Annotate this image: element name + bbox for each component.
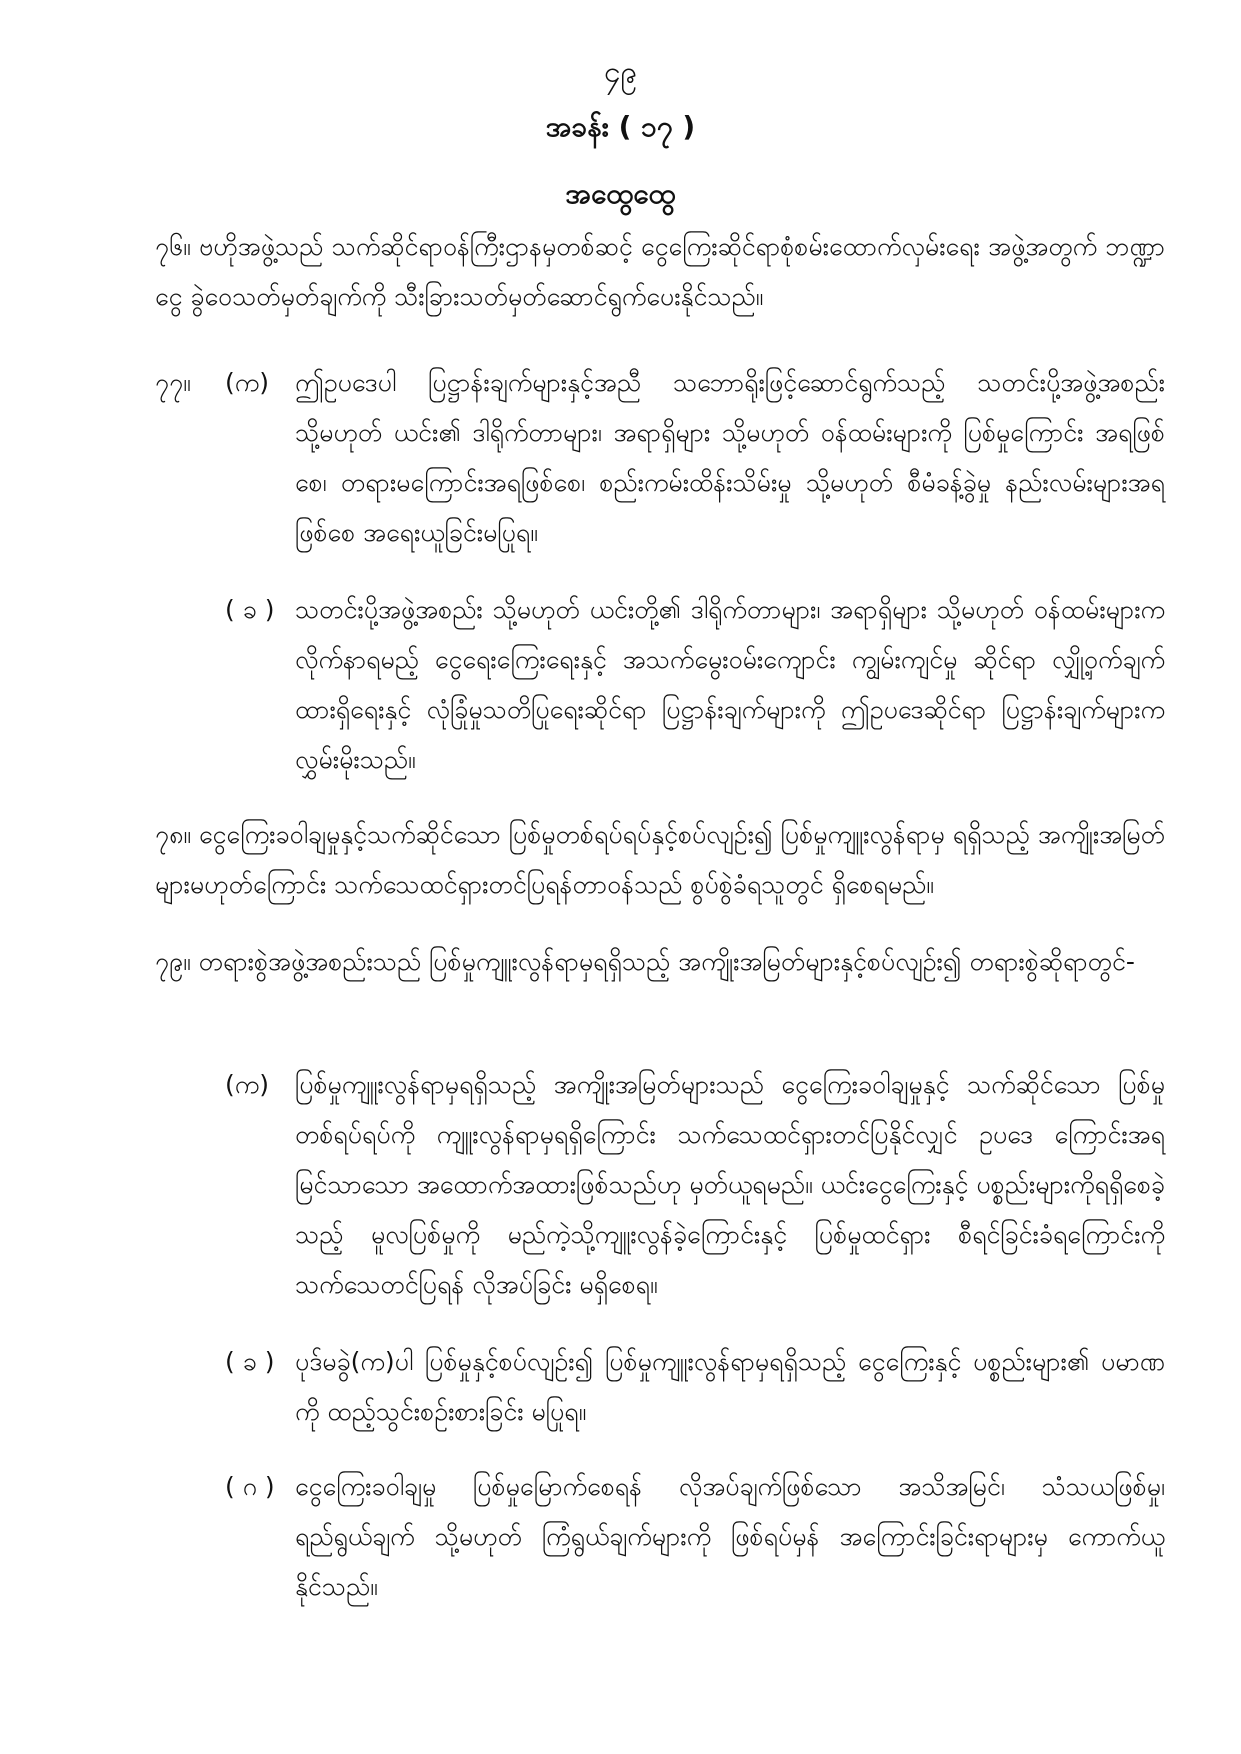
section-text: ငွေကြေးခဝါချမှုနှင့်သက်ဆိုင်သော ပြစ်မှုတစ်ရပ်ရပ်နှင့်စပ်လျဉ်း၍ ပြစ်မှုကျူးလွန်ရာမှ ရရှိသည့် အကျိုးအမြတ်များမဟုတ်ကြောင်း သက်သေထင်ရှားတင်ပြရန်တာဝန်သည် စွပ်စွဲခံရသူတွင် ရှိစေရမည်။ <box>155 820 1165 899</box>
section-text: ဗဟိုအဖွဲ့သည် သက်ဆိုင်ရာဝန်ကြီးဌာနမှတစ်ဆင့် ငွေကြေးဆိုင်ရာစုံစမ်းထောက်လှမ်းရေး အဖွဲ့အတွက် ဘဏ္ဍာငွေ ခွဲဝေသတ်မှတ်ချက်ကို သီးခြားသတ်မှတ်ဆောင်ရွက်ပေးနိုင်သည်။ <box>155 232 1165 311</box>
clause-marker: ( ခ ) <box>225 1347 275 1376</box>
clause-text: ငွေကြေးခဝါချမှု ပြစ်မှုမြောက်စေရန် လိုအပ်ချက်ဖြစ်သော အသိအမြင်၊ သံသယဖြစ်မှု၊ ရည်ရွယ်ချက် သို့မဟုတ် ကြံရွယ်ချက်များကို ဖြစ်ရပ်မှန် အကြောင်းခြင်းရာများမှ ကောက်ယူနိုင်သည်။ <box>295 1472 1165 1601</box>
section-79-clause-ga <box>225 1462 1165 1612</box>
clause-marker: ( ခ ) <box>225 595 275 624</box>
section-77-clause-kha <box>225 585 1165 785</box>
section-number: ၇၈။ <box>155 820 191 849</box>
clause-marker: (က) <box>225 1070 269 1099</box>
chapter-title: အခန်း ( ၁၇ ) <box>545 110 696 143</box>
clause-text: ပုဒ်မခွဲ(က)ပါ ပြစ်မှုနှင့်စပ်လျဉ်း၍ ပြစ်မှုကျူးလွန်ရာမှရရှိသည့် ငွေကြေးနှင့် ပစ္စည်းများ၏ ပမာဏကို ထည့်သွင်းစဉ်းစားခြင်း မပြုရ။ <box>295 1347 1165 1426</box>
section-number: ၇၆။ <box>155 232 191 261</box>
page-number: ၄၉ <box>603 55 638 90</box>
clause-text: သတင်းပို့အဖွဲ့အစည်း သို့မဟုတ် ယင်းတို့၏ ဒါရိုက်တာများ၊ အရာရှိများ သို့မဟုတ် ဝန်ထမ်းများက လိုက်နာရမည့် ငွေရေးကြေးရေးနှင့် အသက်မွေးဝမ်းကျောင်း ကျွမ်းကျင်မှု ဆိုင်ရာ လျှို့ဝှက်ချက်ထားရှိရေးနှင့် လုံခြုံမှုသတိပြုရေးဆိုင်ရာ ပြဋ္ဌာန်းချက်များကို ဤဥပဒေဆိုင်ရာ ပြဋ္ဌာန်းချက်များက လွှမ်းမိုးသည်။ <box>295 595 1165 774</box>
section-77-number: ၇၇။ <box>155 368 191 397</box>
section-76 <box>155 222 1165 322</box>
clause-marker: ( ဂ ) <box>225 1472 275 1501</box>
clause-text: ပြစ်မှုကျူးလွန်ရာမှရရှိသည့် အကျိုးအမြတ်များသည် ငွေကြေးခဝါချမှုနှင့် သက်ဆိုင်သော ပြစ်မှုတစ်ရပ်ရပ်ကို ကျူးလွန်ရာမှရရှိကြောင်း သက်သေထင်ရှားတင်ပြနိုင်လျှင် ဥပဒေ ကြောင်းအရမြင်သာသော အထောက်အထားဖြစ်သည်ဟု မှတ်ယူရမည်။ ယင်းငွေကြေးနှင့် ပစ္စည်းများကိုရရှိစေခဲ့သည့် မူလပြစ်မှုကို မည်ကဲ့သို့ကျူးလွန်ခဲ့ကြောင်းနှင့် ပြစ်မှုထင်ရှား စီရင်ခြင်းခံရကြောင်းကို သက်သေတင်ပြရန် လိုအပ်ခြင်း မရှိစေရ။ <box>295 1070 1165 1299</box>
clause-marker: (က) <box>225 368 269 397</box>
section-number: ၇၉။ <box>155 947 191 976</box>
section-77-clause-ka <box>225 358 1165 558</box>
section-79 <box>155 937 1165 987</box>
section-heading: အထွေထွေ <box>565 177 676 210</box>
section-79-clause-ka <box>225 1060 1165 1310</box>
section-79-clause-kha <box>225 1337 1165 1437</box>
section-text: တရားစွဲအဖွဲ့အစည်းသည် ပြစ်မှုကျူးလွန်ရာမှရရှိသည့် အကျိုးအမြတ်များနှင့်စပ်လျဉ်း၍ တရားစွဲဆိုရာတွင်- <box>198 947 1135 976</box>
clause-text: ဤဥပဒေပါ ပြဋ္ဌာန်းချက်များနှင့်အညီ သဘောရိုးဖြင့်ဆောင်ရွက်သည့် သတင်းပို့အဖွဲ့အစည်း သို့မဟုတ် ယင်း၏ ဒါရိုက်တာများ၊ အရာရှိများ သို့မဟုတ် ဝန်ထမ်းများကို ပြစ်မှုကြောင်း အရဖြစ်စေ၊ တရားမကြောင်းအရဖြစ်စေ၊ စည်းကမ်းထိန်းသိမ်းမှု သို့မဟုတ် စီမံခန့်ခွဲမှု နည်းလမ်းများအရဖြစ်စေ အရေးယူခြင်းမပြုရ။ <box>295 368 1165 547</box>
section-78 <box>155 810 1165 910</box>
